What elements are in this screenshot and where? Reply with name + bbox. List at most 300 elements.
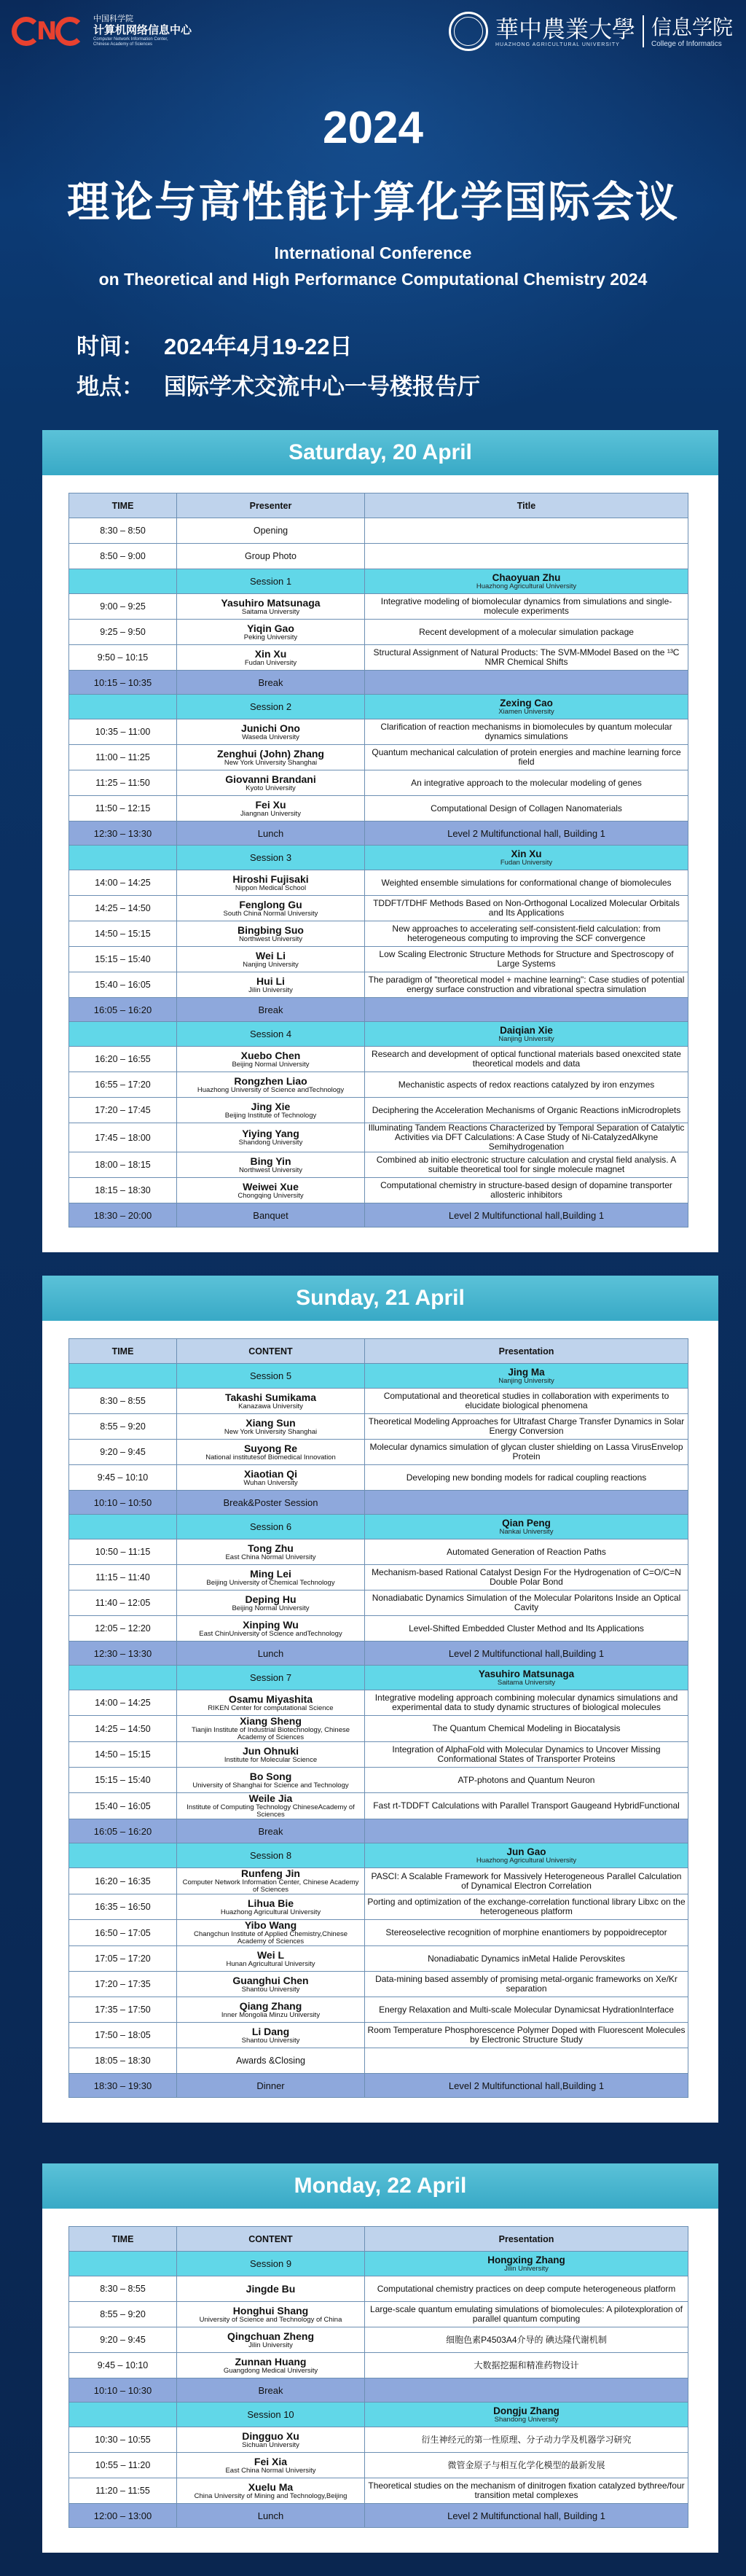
conference-year: 2024 xyxy=(323,103,423,153)
break-row xyxy=(69,1491,688,1515)
presenter-cell xyxy=(177,1616,365,1642)
presenter-name: Jun Ohnuki xyxy=(243,1744,299,1757)
talk-row xyxy=(69,870,688,896)
presenter-affiliation: Jilin University xyxy=(248,2341,293,2349)
break-label: Lunch xyxy=(177,821,365,846)
session-row xyxy=(69,1022,688,1047)
presenter-affiliation: Hunan Agricultural University xyxy=(226,1959,315,1968)
talk-time: 17:20 – 17:35 xyxy=(69,1972,177,1997)
talk-time: 10:30 – 10:55 xyxy=(69,2427,177,2453)
presenter-name: Qiang Zhang xyxy=(239,1999,302,2012)
presenter-affiliation: Northwest University xyxy=(238,934,303,943)
time-value: 2024年4月19-22日 xyxy=(164,334,353,359)
logo-divider xyxy=(643,15,644,47)
break-location xyxy=(365,1819,688,1843)
talk-title: Nonadiabatic Dynamics inMetal Halide Perovskites xyxy=(365,1946,688,1972)
session-label: Session 10 xyxy=(177,2403,365,2427)
session-chair-cell xyxy=(365,2403,688,2427)
break-location xyxy=(365,671,688,695)
talk-time: 17:05 – 17:20 xyxy=(69,1946,177,1972)
talk-title: Porting and optimization of the exchange-correlation functional library Libxc on the heterogeneous platform xyxy=(365,1894,688,1920)
cas-name: 中国科学院 xyxy=(93,15,133,23)
presenter-cell xyxy=(177,1716,365,1742)
session-chair-affiliation: Nanjing University xyxy=(498,1034,554,1043)
presenter-cell xyxy=(177,770,365,796)
presenter-affiliation: Sichuan University xyxy=(242,2440,299,2449)
talk-title: Weighted ensemble simulations for conformational change of biomolecules xyxy=(365,870,688,896)
presenter-cell xyxy=(177,1178,365,1203)
presenter-affiliation: Beijing Normal University xyxy=(232,1604,310,1612)
talk-title: Room Temperature Phosphorescence Polymer Doped with Fluorescent Molecules by Electronic Structure Study xyxy=(365,2023,688,2048)
talk-row xyxy=(69,1465,688,1491)
session-row xyxy=(69,1843,688,1868)
day-title: Monday, 22 April xyxy=(42,2163,718,2209)
session-row xyxy=(69,1364,688,1389)
presenter-affiliation: Inner Mongolia Minzu University xyxy=(221,2010,321,2019)
presenter-name: Wei Li xyxy=(256,949,286,961)
break-location xyxy=(365,998,688,1022)
talk-title: Recent development of a molecular simulation package xyxy=(365,620,688,645)
presenter-affiliation: China University of Mining and Technology,Beijing xyxy=(194,2491,348,2500)
presenter-name: Junichi Ono xyxy=(241,722,300,734)
session-spacer xyxy=(69,846,177,870)
presenter-name: Yiqin Gao xyxy=(247,622,294,634)
break-location: Level 2 Multifunctional hall, Building 1 xyxy=(365,2504,688,2528)
talk-row xyxy=(69,1768,688,1793)
presenter-name: Yiying Yang xyxy=(242,1128,299,1139)
talk-row xyxy=(69,594,688,620)
presenter-name: Li Dang xyxy=(251,2025,290,2037)
presenter-name: Takashi Sumikama xyxy=(224,1391,317,1403)
time-label: 时间： xyxy=(76,334,144,359)
talk-time: 10:55 – 11:20 xyxy=(69,2453,177,2478)
cnic-name-en-1: Computer Network Information Center, xyxy=(93,37,168,42)
talk-time: 11:20 – 11:55 xyxy=(69,2478,177,2504)
presenter-cell xyxy=(177,870,365,896)
column-header: Presentation xyxy=(365,2227,688,2252)
presenter-affiliation: Saitama University xyxy=(241,607,300,616)
table-header-row xyxy=(69,493,688,518)
presenter-affiliation: Shantou University xyxy=(241,2036,300,2045)
schedule-table xyxy=(68,2226,688,2528)
talk-title: 大数据挖掘和精准药物设计 xyxy=(365,2353,688,2378)
talk-time: 9:20 – 9:45 xyxy=(69,1440,177,1465)
break-label: Lunch xyxy=(177,1642,365,1666)
talk-row xyxy=(69,2427,688,2453)
session-chair-cell xyxy=(365,1843,688,1868)
session-row xyxy=(69,846,688,870)
day-card-saturday xyxy=(42,430,718,1252)
presenter-cell xyxy=(177,1868,365,1894)
row-item: Group Photo xyxy=(177,544,365,569)
presenter-cell xyxy=(177,1098,365,1123)
break-label: Break xyxy=(177,1819,365,1843)
presenter-affiliation: Beijing Normal University xyxy=(232,1060,310,1069)
talk-row xyxy=(69,1178,688,1203)
session-chair: Dongju Zhang xyxy=(493,2405,560,2416)
talk-row xyxy=(69,645,688,671)
session-chair-affiliation: Huazhong Agricultural University xyxy=(476,582,577,590)
talk-title: Deciphering the Acceleration Mechanisms of Organic Reactions inMicrodroplets xyxy=(365,1098,688,1123)
talk-row xyxy=(69,1793,688,1819)
presenter-cell xyxy=(177,921,365,947)
talk-title: Mechanism-based Rational Catalyst Design For the Hydrogenation of C=O/C=N Double Polar Bond xyxy=(365,1565,688,1591)
talk-row xyxy=(69,1414,688,1440)
talk-time: 18:15 – 18:30 xyxy=(69,1178,177,1203)
talk-title: Clarification of reaction mechanisms in biomolecules by quantum molecular dynamics simulations xyxy=(365,719,688,745)
session-chair-affiliation: Fudan University xyxy=(500,858,553,867)
session-label: Session 8 xyxy=(177,1843,365,1868)
talk-row xyxy=(69,2478,688,2504)
presenter-affiliation: National institutesof Biomedical Innovation xyxy=(205,1453,336,1461)
talk-title: Molecular dynamics simulation of glycan cluster shielding on Lassa VirusEnvelop Protein xyxy=(365,1440,688,1465)
presenter-affiliation: Beijing University of Chemical Technology xyxy=(206,1578,335,1587)
presenter-cell xyxy=(177,1591,365,1616)
presenter-affiliation: Jilin University xyxy=(248,985,293,994)
talk-time: 15:15 – 15:40 xyxy=(69,1768,177,1793)
presenter-cell xyxy=(177,1894,365,1920)
presenter-affiliation: University of Shanghai for Science and Technology xyxy=(192,1781,349,1789)
presenter-affiliation: Changchun Institute of Applied Chemistry,Chinese Academy of Sciences xyxy=(193,1930,348,1945)
cnic-logo-icon: N xyxy=(12,15,74,47)
column-header: Presenter xyxy=(177,493,365,518)
presenter-name: Jing Xie xyxy=(251,1100,291,1112)
presenter-affiliation: Waseda University xyxy=(242,733,299,741)
presenter-name: Hiroshi Fujisaki xyxy=(232,873,309,885)
talk-time: 8:30 – 8:55 xyxy=(69,1389,177,1414)
session-chair-cell xyxy=(365,1364,688,1389)
presenter-cell xyxy=(177,1793,365,1819)
session-label: Session 4 xyxy=(177,1022,365,1047)
break-row xyxy=(69,2504,688,2528)
session-chair-affiliation: Nankai University xyxy=(499,1527,554,1536)
session-spacer xyxy=(69,1364,177,1389)
session-chair-cell xyxy=(365,569,688,594)
talk-time: 15:40 – 16:05 xyxy=(69,1793,177,1819)
break-row xyxy=(69,2378,688,2403)
row-time: 18:05 – 18:30 xyxy=(69,2048,177,2074)
session-spacer xyxy=(69,2252,177,2276)
break-row xyxy=(69,998,688,1022)
talk-row xyxy=(69,1868,688,1894)
presenter-name: Guanghui Chen xyxy=(232,1974,309,1986)
presenter-cell xyxy=(177,2276,365,2302)
presenter-cell xyxy=(177,1072,365,1098)
column-header: TIME xyxy=(69,493,177,518)
presenter-cell xyxy=(177,1972,365,1997)
talk-time: 11:25 – 11:50 xyxy=(69,770,177,796)
cas-logo xyxy=(12,15,192,47)
break-time: 16:05 – 16:20 xyxy=(69,998,177,1022)
presenter-affiliation: Institute for Molecular Science xyxy=(224,1755,318,1764)
presenter-cell xyxy=(177,2327,365,2353)
presenter-cell xyxy=(177,1389,365,1414)
presenter-cell xyxy=(177,796,365,821)
talk-time: 14:25 – 14:50 xyxy=(69,1716,177,1742)
table-header-row xyxy=(69,1339,688,1364)
talk-title: Low Scaling Electronic Structure Methods for Structure and Spectroscopy of Large Systems xyxy=(365,947,688,972)
break-label: Dinner xyxy=(177,2074,365,2098)
talk-time: 16:55 – 17:20 xyxy=(69,1072,177,1098)
talk-time: 16:20 – 16:55 xyxy=(69,1047,177,1072)
column-header: Title xyxy=(365,493,688,518)
break-label: Break xyxy=(177,998,365,1022)
presenter-name: Weiwei Xue xyxy=(243,1180,299,1193)
break-location: Level 2 Multifunctional hall,Building 1 xyxy=(365,2074,688,2098)
session-label: Session 5 xyxy=(177,1364,365,1389)
presenter-affiliation: Fudan University xyxy=(244,658,297,667)
break-time: 12:30 – 13:30 xyxy=(69,821,177,846)
talk-time: 14:50 – 15:15 xyxy=(69,921,177,947)
talk-row xyxy=(69,1997,688,2023)
conference-title-en-1: International Conference xyxy=(274,243,472,262)
talk-row xyxy=(69,620,688,645)
break-location: Level 2 Multifunctional hall, Building 1 xyxy=(365,821,688,846)
presenter-name: Xinping Wu xyxy=(243,1618,299,1631)
presenter-name: Bing Yin xyxy=(250,1155,291,1167)
presenter-name: Lihua Bie xyxy=(247,1897,294,1909)
presenter-cell xyxy=(177,947,365,972)
presenter-name: Runfeng Jin xyxy=(241,1867,300,1879)
talk-time: 11:40 – 12:05 xyxy=(69,1591,177,1616)
session-chair: Jing Ma xyxy=(508,1366,545,1378)
session-chair-affiliation: Nanjing University xyxy=(498,1376,554,1385)
presenter-cell xyxy=(177,719,365,745)
college-name-en: College of Informatics xyxy=(651,39,722,48)
talk-row xyxy=(69,2302,688,2327)
presenter-affiliation: New York University Shanghai xyxy=(224,758,318,767)
talk-title: Energy Relaxation and Multi-scale Molecular Dynamicsat HydrationInterface xyxy=(365,1997,688,2023)
break-time: 16:05 – 16:20 xyxy=(69,1819,177,1843)
university-name-en: HUAZHONG AGRICULTURAL UNIVERSITY xyxy=(495,42,620,47)
talk-time: 9:25 – 9:50 xyxy=(69,620,177,645)
talk-row xyxy=(69,1690,688,1716)
presenter-affiliation: RIKEN Center for computational Science xyxy=(208,1703,334,1712)
hzau-logo xyxy=(449,12,733,51)
presenter-cell xyxy=(177,1920,365,1946)
day-card-monday xyxy=(42,2163,718,2553)
talk-time: 17:50 – 18:05 xyxy=(69,2023,177,2048)
presenter-name: Fei Xia xyxy=(254,2455,288,2467)
session-chair-cell xyxy=(365,1666,688,1690)
presenter-affiliation: Shantou University xyxy=(241,1985,300,1994)
presenter-name: Yibo Wang xyxy=(244,1919,297,1931)
talk-title: Research and development of optical functional materials based onexcited state theoretical models and data xyxy=(365,1047,688,1072)
presenter-cell xyxy=(177,1768,365,1793)
break-location: Level 2 Multifunctional hall,Building 1 xyxy=(365,1203,688,1227)
talk-title: Integrative modeling approach combining molecular dynamics simulations and experimental data to study dynamic structures of biological molecules xyxy=(365,1690,688,1716)
college-name: 信息学院 xyxy=(651,15,733,39)
presenter-name: Bo Song xyxy=(249,1770,292,1782)
presenter-affiliation: Wuhan University xyxy=(243,1478,298,1487)
session-chair-affiliation: Xiamen University xyxy=(498,707,554,716)
talk-row xyxy=(69,2023,688,2048)
talk-row xyxy=(69,1565,688,1591)
talk-row xyxy=(69,1152,688,1178)
session-chair-cell xyxy=(365,695,688,719)
row-item: Awards &Closing xyxy=(177,2048,365,2074)
presenter-affiliation: Beijing Institute of Technology xyxy=(224,1111,317,1120)
day-title: Saturday, 20 April xyxy=(42,430,718,475)
presenter-name: Hui Li xyxy=(256,975,285,987)
presenter-cell xyxy=(177,1440,365,1465)
presenter-affiliation: Peking University xyxy=(243,633,298,641)
session-chair: Xin Xu xyxy=(511,848,542,859)
talk-row xyxy=(69,1098,688,1123)
presenter-name: Deping Hu xyxy=(245,1593,297,1605)
presenter-name: Giovanni Brandani xyxy=(225,773,316,785)
poster-header xyxy=(0,0,746,430)
talk-title: Theoretical Modeling Approaches for Ultrafast Charge Transfer Dynamics in Solar Energy Conversion xyxy=(365,1414,688,1440)
talk-title: Integration of AlphaFold with Molecular Dynamics to Uncover Missing Conformational States of Transporter Proteins xyxy=(365,1742,688,1768)
session-label: Session 7 xyxy=(177,1666,365,1690)
session-chair: Qian Peng xyxy=(502,1517,551,1529)
break-row xyxy=(69,2074,688,2098)
break-row xyxy=(69,671,688,695)
talk-title: An integrative approach to the molecular modeling of genes xyxy=(365,770,688,796)
column-header: TIME xyxy=(69,2227,177,2252)
place-label: 地点： xyxy=(76,374,144,399)
presenter-affiliation: East China Normal University xyxy=(225,1553,316,1561)
presenter-name: Wei L xyxy=(256,1948,285,1961)
presenter-cell xyxy=(177,1152,365,1178)
session-chair-affiliation: Saitama University xyxy=(497,1678,556,1687)
talk-title: The paradigm of "theoretical model + machine learning": Case studies of potential energy surface construction and vibrational spectra simulation xyxy=(365,972,688,998)
talk-time: 16:50 – 17:05 xyxy=(69,1920,177,1946)
session-row xyxy=(69,2252,688,2276)
conference-title-cn: 理论与高性能计算化学国际会议 xyxy=(66,179,679,226)
presenter-name: Bingbing Suo xyxy=(237,924,304,936)
talk-row xyxy=(69,921,688,947)
university-seal-icon xyxy=(449,12,488,51)
session-label: Session 2 xyxy=(177,695,365,719)
presenter-affiliation: Institute of Computing Technology ChineseAcademy of Sciences xyxy=(186,1803,355,1819)
session-spacer xyxy=(69,1843,177,1868)
talk-time: 12:05 – 12:20 xyxy=(69,1616,177,1642)
talk-time: 8:55 – 9:20 xyxy=(69,2302,177,2327)
talk-time: 15:40 – 16:05 xyxy=(69,972,177,998)
talk-title: Fast rt-TDDFT Calculations with Parallel Transport Gaugeand HybridFunctional xyxy=(365,1793,688,1819)
talk-title: Combined ab initio electronic structure calculation and crystal field analysis. A suitable theoretical tool for single molecule magnet xyxy=(365,1152,688,1178)
session-chair: Yasuhiro Matsunaga xyxy=(478,1668,575,1679)
schedule-table xyxy=(68,1338,688,2098)
session-row xyxy=(69,1666,688,1690)
break-time: 18:30 – 20:00 xyxy=(69,1203,177,1227)
talk-title: Computational chemistry practices on deep compute heterogeneous platform xyxy=(365,2276,688,2302)
talk-row xyxy=(69,1072,688,1098)
talk-time: 18:00 – 18:15 xyxy=(69,1152,177,1178)
talk-time: 14:50 – 15:15 xyxy=(69,1742,177,1768)
presenter-name: Xiang Sheng xyxy=(240,1715,302,1727)
talk-title: Structural Assignment of Natural Products: The SVM-MModel Based on the ¹³C NMR Chemical Shifts xyxy=(365,645,688,671)
presenter-affiliation: Computer Network Information Center, Chinese Academy of Sciences xyxy=(182,1878,359,1894)
talk-title: Computational and theoretical studies in collaboration with experiments to elucidate biological phenomena xyxy=(365,1389,688,1414)
talk-time: 14:00 – 14:25 xyxy=(69,870,177,896)
column-header: Presentation xyxy=(365,1339,688,1364)
presenter-cell xyxy=(177,2453,365,2478)
session-row xyxy=(69,695,688,719)
break-time: 18:30 – 19:30 xyxy=(69,2074,177,2098)
presenter-affiliation: University of Science and Technology of China xyxy=(199,2315,342,2324)
session-spacer xyxy=(69,695,177,719)
presenter-affiliation: Kyoto University xyxy=(246,784,296,792)
talk-row xyxy=(69,745,688,770)
talk-title: Large-scale quantum emulating simulations of biomolecules: A pilotexploration of parallel quantum computing xyxy=(365,2302,688,2327)
session-chair-cell xyxy=(365,1515,688,1539)
place-value: 国际学术交流中心一号楼报告厅 xyxy=(164,374,480,399)
break-location xyxy=(365,2378,688,2403)
talk-row xyxy=(69,1742,688,1768)
break-label: Break&Poster Session xyxy=(177,1491,365,1515)
talk-row xyxy=(69,2327,688,2353)
session-label: Session 9 xyxy=(177,2252,365,2276)
talk-title: Automated Generation of Reaction Paths xyxy=(365,1539,688,1565)
talk-row xyxy=(69,1616,688,1642)
presenter-affiliation: Tianjin Institute of Industrial Biotechnology, Chinese Academy of Sciences xyxy=(191,1726,350,1741)
schedule-table xyxy=(68,493,688,1227)
talk-row xyxy=(69,1539,688,1565)
break-time: 12:30 – 13:30 xyxy=(69,1642,177,1666)
talk-title: TDDFT/TDHF Methods Based on Non-Orthogonal Localized Molecular Orbitals and Its Applications xyxy=(365,896,688,921)
presenter-name: Xuebo Chen xyxy=(240,1049,301,1061)
session-chair: Chaoyuan Zhu xyxy=(492,571,561,583)
presenter-affiliation: Shandong University xyxy=(238,1139,303,1147)
presenter-cell xyxy=(177,1539,365,1565)
talk-title: Theoretical studies on the mechanism of dinitrogen fixation catalyzed bythree/four transition metal complexes xyxy=(365,2478,688,2504)
presenter-cell xyxy=(177,1465,365,1491)
talk-title: Illuminating Tandem Reactions Characterized by Temporal Separation of Catalytic Activities via DFT Calculations: A Case Study of Ni-CatalyzedAlkyne Semihydrogenation xyxy=(365,1123,688,1152)
break-time: 10:10 – 10:50 xyxy=(69,1491,177,1515)
talk-row xyxy=(69,770,688,796)
university-name: 華中農業大學 xyxy=(495,15,635,43)
presenter-name: Xin Xu xyxy=(254,647,287,660)
day-card-sunday xyxy=(42,1276,718,2123)
session-chair-cell xyxy=(365,846,688,870)
presenter-cell xyxy=(177,745,365,770)
talk-row xyxy=(69,1920,688,1946)
break-label: Break xyxy=(177,671,365,695)
session-chair-cell xyxy=(365,2252,688,2276)
presenter-cell xyxy=(177,645,365,671)
talk-row xyxy=(69,1972,688,1997)
talk-row xyxy=(69,1946,688,1972)
presenter-name: Jingde Bu xyxy=(246,2282,296,2295)
presenter-cell xyxy=(177,1565,365,1591)
presenter-name: Tong Zhu xyxy=(248,1542,294,1554)
break-row xyxy=(69,821,688,846)
talk-time: 8:55 – 9:20 xyxy=(69,1414,177,1440)
session-chair-affiliation: Huazhong Agricultural University xyxy=(476,1856,577,1865)
presenter-name: Yasuhiro Matsunaga xyxy=(221,596,321,609)
talk-time: 9:45 – 10:10 xyxy=(69,2353,177,2378)
session-label: Session 1 xyxy=(177,569,365,594)
row-title xyxy=(365,2048,688,2074)
session-chair-affiliation: Shandong University xyxy=(494,2415,559,2424)
column-header: TIME xyxy=(69,1339,177,1364)
presenter-cell xyxy=(177,1946,365,1972)
column-header: CONTENT xyxy=(177,1339,365,1364)
talk-title: Level-Shifted Embedded Cluster Method and Its Applications xyxy=(365,1616,688,1642)
talk-row xyxy=(69,896,688,921)
presenter-affiliation: South China Normal University xyxy=(223,909,318,918)
presenter-name: Zunnan Huang xyxy=(235,2355,307,2368)
presenter-name: Rongzhen Liao xyxy=(234,1074,307,1087)
break-time: 10:10 – 10:30 xyxy=(69,2378,177,2403)
talk-title: New approaches to accelerating self-consistent-field calculation: from heterogeneous computing to improving the SCF convergence xyxy=(365,921,688,947)
talk-title: PASCI: A Scalable Framework for Massively Heterogeneous Parallel Calculation of Dynamical Electron Correlation xyxy=(365,1868,688,1894)
presenter-cell xyxy=(177,896,365,921)
presenter-cell xyxy=(177,1742,365,1768)
